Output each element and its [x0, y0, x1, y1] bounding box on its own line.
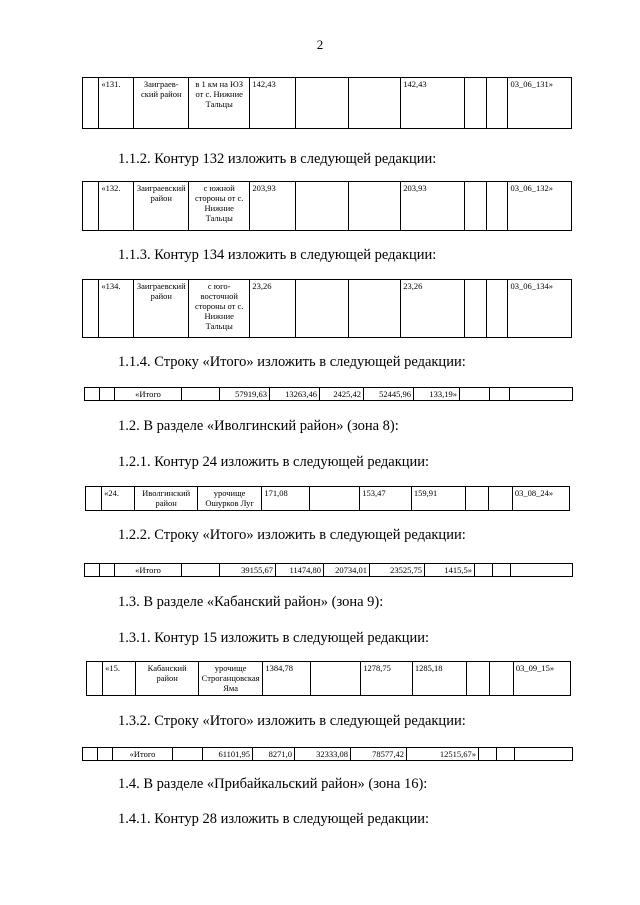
table-cell [182, 388, 220, 401]
table-cell [464, 78, 486, 129]
table-cell: 03_08_24» [512, 487, 569, 511]
table-cell [83, 78, 99, 129]
table-cell [348, 182, 401, 231]
table-cell: 142,43 [250, 78, 296, 129]
paragraph-1-1-3: 1.1.3. Контур 134 изложить в следующей редакции: [118, 247, 437, 263]
table-cell: 8271,0 [253, 748, 295, 761]
table-cell: с юго-восточной стороны от с. Нижние Тальцы [189, 280, 250, 338]
table-cell: 52445,96 [364, 388, 414, 401]
table-cell: 39155,67 [220, 564, 276, 577]
table-cell [87, 662, 103, 696]
contour-132-table [82, 181, 572, 231]
table-cell [85, 564, 100, 577]
table-cell: 23525,75 [370, 564, 425, 577]
table-cell [465, 487, 489, 511]
table-cell [486, 182, 508, 231]
paragraph-1-3-2: 1.3.2. Строку «Итого» изложить в следующей редакции: [118, 713, 466, 729]
table-cell [464, 280, 486, 338]
table-cell: 03_09_15» [513, 662, 570, 696]
table-cell: Заиграевский район [134, 280, 189, 338]
table-cell: «134. [99, 280, 134, 338]
table-cell: урочище Строганцовская Яма [198, 662, 263, 696]
table-cell [489, 487, 513, 511]
table-cell: 171,08 [262, 487, 309, 511]
page-number: 2 [316, 37, 324, 52]
table-cell: Иволгинский район [135, 487, 197, 511]
table-cell [86, 487, 102, 511]
table-cell: 153,47 [360, 487, 412, 511]
paragraph-1-4-1: 1.4.1. Контур 28 изложить в следующей редакции: [118, 811, 430, 827]
table-cell [460, 388, 490, 401]
table-cell [296, 182, 349, 231]
table-cell [348, 78, 401, 129]
table-cell: 57919,63 [220, 388, 270, 401]
paragraph-1-1-2: 1.1.2. Контур 132 изложить в следующей редакции: [118, 151, 437, 167]
table-cell [83, 748, 98, 761]
table-cell [490, 662, 514, 696]
table-cell: 03_06_132» [508, 182, 572, 231]
table-cell [348, 280, 401, 338]
table-cell [85, 388, 100, 401]
table-cell [466, 662, 490, 696]
table-cell: 32333,08 [295, 748, 351, 761]
table-cell: Заиграев-ский район [134, 78, 189, 129]
table-cell: Кабанский район [136, 662, 198, 696]
paragraph-1-3: 1.3. В разделе «Кабанский район» (зона 9): [118, 594, 384, 610]
paragraph-1-1-4: 1.1.4. Строку «Итого» изложить в следующей редакции: [118, 354, 466, 370]
contour-24-table [85, 486, 570, 511]
table-cell [493, 564, 511, 577]
table-cell [510, 388, 573, 401]
table-cell [515, 748, 573, 761]
table-cell: 2425,42 [320, 388, 364, 401]
table-cell: 133,19» [414, 388, 460, 401]
paragraph-1-3-1: 1.3.1. Контур 15 изложить в следующей редакции: [118, 630, 430, 646]
table-cell [511, 564, 573, 577]
table-cell [310, 662, 361, 696]
table-cell: 23,26 [250, 280, 296, 338]
table-cell [309, 487, 360, 511]
table-cell: «Итого [115, 388, 182, 401]
table-cell [497, 748, 515, 761]
table-cell [296, 280, 349, 338]
table-cell: «Итого [115, 564, 182, 577]
table-cell [182, 564, 220, 577]
table-cell [490, 388, 510, 401]
table-cell: урочище Ошурков Луг [197, 487, 262, 511]
table-cell: 1278,75 [361, 662, 413, 696]
contour-15-table [86, 661, 571, 696]
table-cell [100, 388, 115, 401]
contour-134-table [82, 279, 572, 338]
table-cell [100, 564, 115, 577]
table-cell [98, 748, 113, 761]
table-cell [83, 182, 99, 231]
table-cell: «Итого [113, 748, 173, 761]
table-cell: 20734,01 [324, 564, 370, 577]
paragraph-1-2: 1.2. В разделе «Иволгинский район» (зона 8): [118, 418, 399, 434]
table-cell: в 1 км на ЮЗ от с. Нижние Тальцы [189, 78, 250, 129]
table-cell [83, 280, 99, 338]
total-row-3 [82, 747, 573, 761]
table-cell: 03_06_134» [508, 280, 572, 338]
table-cell [479, 748, 497, 761]
table-cell: Заиграевский район [134, 182, 189, 231]
table-cell: 142,43 [401, 78, 464, 129]
table-cell: 1415,5» [425, 564, 475, 577]
table-cell [486, 78, 508, 129]
table-cell: 203,93 [250, 182, 296, 231]
paragraph-1-2-2: 1.2.2. Строку «Итого» изложить в следующей редакции: [118, 527, 466, 543]
table-cell: 203,93 [401, 182, 464, 231]
total-row-2 [84, 563, 573, 577]
table-cell: 159,91 [411, 487, 465, 511]
paragraph-1-4: 1.4. В разделе «Прибайкальский район» (зона 16): [118, 776, 428, 792]
table-cell: 23,26 [401, 280, 464, 338]
table-cell: «24. [102, 487, 135, 511]
table-cell [486, 280, 508, 338]
table-cell: 61101,95 [203, 748, 253, 761]
paragraph-1-2-1: 1.2.1. Контур 24 изложить в следующей редакции: [118, 454, 430, 470]
table-cell: 1384,78 [263, 662, 310, 696]
table-cell: 1285,18 [412, 662, 466, 696]
table-cell: с южной стороны от с. Нижние Тальцы [189, 182, 250, 231]
table-cell: «131. [99, 78, 134, 129]
total-row-1 [84, 387, 573, 401]
table-cell: 13263,46 [270, 388, 320, 401]
table-cell: «15. [103, 662, 136, 696]
contour-131-table [82, 77, 572, 129]
table-cell: «132. [99, 182, 134, 231]
table-cell [173, 748, 203, 761]
table-cell [296, 78, 349, 129]
table-cell [464, 182, 486, 231]
table-cell [475, 564, 493, 577]
table-cell: 11474,80 [276, 564, 324, 577]
table-cell: 03_06_131» [508, 78, 572, 129]
table-cell: 78577,42 [351, 748, 407, 761]
table-cell: 12515,67» [407, 748, 479, 761]
